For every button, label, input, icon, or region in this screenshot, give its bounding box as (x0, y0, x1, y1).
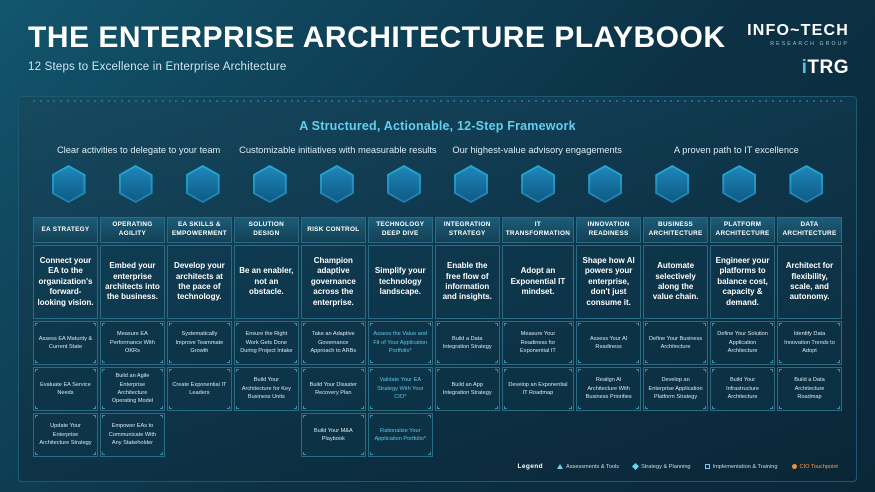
initiative-cell[interactable]: Identify Data Innovation Trends to Adopt (777, 321, 842, 365)
initiative-cell[interactable]: Develop an Enterprise Application Platform Strategy (643, 367, 708, 411)
triangle-icon (557, 464, 563, 469)
page-title: THE ENTERPRISE ARCHITECTURE PLAYBOOK (28, 21, 726, 54)
cell-corner-mark (294, 406, 297, 409)
cell-corner-mark (504, 360, 507, 363)
month-step-sep[interactable] (572, 165, 639, 209)
initiative-cell[interactable]: Build Your Architecture for Key Business Units (234, 367, 299, 411)
logo-itrg-rest: TRG (807, 57, 849, 78)
cell-corner-mark (102, 323, 105, 326)
framework-panel (18, 96, 857, 482)
column-statement: Engineer your platforms to balance cost, capacity & demand. (710, 245, 775, 319)
empty-cell (435, 413, 500, 457)
legend-item-1 (557, 464, 619, 470)
hexagon-icon (722, 165, 756, 203)
cell-corner-mark (712, 406, 715, 409)
cell-corner-mark (227, 406, 230, 409)
cell-corner-mark (303, 415, 306, 418)
cell-corner-mark (578, 323, 581, 326)
cell-corner-mark (303, 323, 306, 326)
column-statement: Architect for flexibility, scale, and autonomy. (777, 245, 842, 319)
month-step-nov[interactable] (706, 165, 773, 209)
cell-corner-mark (102, 415, 105, 418)
cell-corner-mark (102, 369, 105, 372)
column-statement: Adopt an Exponential IT mindset. (502, 245, 574, 319)
initiative-cell[interactable]: Realign AI Architecture With Business Priorities (576, 367, 641, 411)
cell-corner-mark (779, 323, 782, 326)
value-props-row (33, 145, 842, 155)
cell-corner-mark (636, 323, 639, 326)
cell-corner-mark (569, 323, 572, 326)
cell-corner-mark (837, 369, 840, 372)
cell-corner-mark (93, 360, 96, 363)
cell-corner-mark (370, 360, 373, 363)
cell-corner-mark (437, 406, 440, 409)
cell-corner-mark (93, 323, 96, 326)
cell-corner-mark (35, 452, 38, 455)
initiative-cell[interactable]: Create Exponential IT Leaders (167, 367, 232, 411)
hexagon-inner (121, 167, 151, 201)
cell-corner-mark (645, 323, 648, 326)
hexagon-inner (791, 167, 821, 201)
hexagon-inner (255, 167, 285, 201)
cell-corner-mark (35, 406, 38, 409)
empty-cell (643, 413, 708, 457)
month-step-jul[interactable] (437, 165, 504, 209)
cell-corner-mark (779, 406, 782, 409)
cell-corner-mark (35, 323, 38, 326)
cell-corner-mark (428, 323, 431, 326)
hexagon-icon (320, 165, 354, 203)
initiative-cell[interactable]: Evaluate EA Service Needs (33, 367, 98, 411)
initiative-cell[interactable]: Update Your Enterprise Architecture Strategy (33, 413, 98, 457)
initiative-cell[interactable]: Rationalize Your Application Portfolio* (368, 413, 433, 457)
cell-corner-mark (227, 369, 230, 372)
cell-corner-mark (495, 360, 498, 363)
cell-corner-mark (294, 369, 297, 372)
column-header: EA SKILLS & EMPOWERMENT (167, 217, 232, 243)
logo-itrg (747, 57, 849, 79)
cell-corner-mark (169, 323, 172, 326)
cell-corner-mark (361, 415, 364, 418)
cell-corner-mark (712, 369, 715, 372)
cell-corner-mark (169, 406, 172, 409)
hexagon-icon (52, 165, 86, 203)
cell-corner-mark (703, 360, 706, 363)
hexagon-inner (590, 167, 620, 201)
initiative-cell[interactable]: Measure EA Performance With OKRs (100, 321, 165, 365)
hexagon-inner (523, 167, 553, 201)
cell-corner-mark (703, 323, 706, 326)
cell-corner-mark (370, 452, 373, 455)
empty-cell (502, 413, 574, 457)
cell-corner-mark (35, 369, 38, 372)
cell-corner-mark (361, 323, 364, 326)
initiative-cell[interactable]: Validate Your EA Strategy With Your CIO* (368, 367, 433, 411)
month-step-dec[interactable] (773, 165, 840, 209)
cell-corner-mark (361, 452, 364, 455)
cell-corner-mark (437, 323, 440, 326)
empty-cell (234, 413, 299, 457)
cell-corner-mark (770, 360, 773, 363)
cell-corner-mark (645, 406, 648, 409)
cell-corner-mark (712, 360, 715, 363)
cell-corner-mark (645, 369, 648, 372)
initiative-cell[interactable]: Build Your M&A Playbook (301, 413, 366, 457)
cell-corner-mark (636, 406, 639, 409)
cell-corner-mark (495, 323, 498, 326)
column-statement: Automate selectively along the value chain. (643, 245, 708, 319)
initiative-cell[interactable]: Define Your Business Architecture (643, 321, 708, 365)
panel-dot-rule (33, 100, 842, 104)
hexagon-icon (186, 165, 220, 203)
cell-corner-mark (578, 406, 581, 409)
hexagon-icon (119, 165, 153, 203)
initiative-cell[interactable]: Build a Data Integration Strategy (435, 321, 500, 365)
cell-corner-mark (703, 369, 706, 372)
cell-corner-mark (636, 360, 639, 363)
hexagon-inner (456, 167, 486, 201)
initiative-cell[interactable]: Develop an Exponential IT Roadmap (502, 367, 574, 411)
initiative-cell[interactable]: Build an App Integration Strategy (435, 367, 500, 411)
diamond-icon (632, 463, 639, 470)
initiative-cell[interactable]: Build an Agile Enterprise Architecture Operating Model (100, 367, 165, 411)
cell-corner-mark (227, 323, 230, 326)
hexagon-icon (387, 165, 421, 203)
initiative-cell[interactable]: Systematically Improve Teammate Growth (167, 321, 232, 365)
value-prop-4: A proven path to IT excellence (673, 145, 799, 155)
column-statement: Enable the free flow of information and insights. (435, 245, 500, 319)
cell-corner-mark (227, 360, 230, 363)
cell-corner-mark (636, 369, 639, 372)
column-statement: Develop your architects at the pace of technology. (167, 245, 232, 319)
cell-corner-mark (160, 452, 163, 455)
hexagon-inner (54, 167, 84, 201)
initiative-cell[interactable]: Assess Your AI Readiness (576, 321, 641, 365)
hexagon-icon (789, 165, 823, 203)
hexagon-icon (655, 165, 689, 203)
value-prop-1: Clear activities to delegate to your team (56, 145, 221, 155)
column-header: OPERATING AGILITY (100, 217, 165, 243)
empty-cell (576, 413, 641, 457)
logo-infotech-text: INFO~TECH (747, 22, 849, 39)
cell-corner-mark (169, 369, 172, 372)
hexagon-inner (389, 167, 419, 201)
cell-corner-mark (35, 360, 38, 363)
page-subtitle: 12 Steps to Excellence in Enterprise Architecture (28, 60, 287, 73)
hexagon-inner (724, 167, 754, 201)
cell-corner-mark (428, 415, 431, 418)
column-statement: Embed your enterprise architects into the business. (100, 245, 165, 319)
cell-corner-mark (236, 323, 239, 326)
cell-corner-mark (370, 406, 373, 409)
dot-icon (792, 464, 797, 469)
legend-title: Legend (517, 463, 544, 470)
cell-corner-mark (569, 369, 572, 372)
cell-corner-mark (294, 360, 297, 363)
initiative-cell[interactable]: Build Your Infrastructure Architecture (710, 367, 775, 411)
cell-corner-mark (160, 360, 163, 363)
month-hex-row (33, 165, 842, 209)
cell-corner-mark (770, 369, 773, 372)
cell-corner-mark (495, 406, 498, 409)
cell-corner-mark (837, 360, 840, 363)
hexagon-icon (454, 165, 488, 203)
legend-label: Implementation & Training (712, 463, 778, 470)
hexagon-icon (588, 165, 622, 203)
column-header: INTEGRATION STRATEGY (435, 217, 500, 243)
month-step-feb[interactable] (102, 165, 169, 209)
cell-corner-mark (437, 360, 440, 363)
hexagon-icon (253, 165, 287, 203)
initiative-cell[interactable]: Define Your Solution Application Architecture (710, 321, 775, 365)
cell-corner-mark (361, 369, 364, 372)
month-step-apr[interactable] (236, 165, 303, 209)
column-header: EA STRATEGY (33, 217, 98, 243)
cell-corner-mark (102, 360, 105, 363)
cell-corner-mark (303, 406, 306, 409)
empty-cell (167, 413, 232, 457)
month-step-jun[interactable] (370, 165, 437, 209)
brand-logo (747, 22, 849, 79)
cell-corner-mark (569, 360, 572, 363)
legend-item-3 (705, 464, 778, 470)
initiative-cell[interactable]: Empower EAs to Communicate With Any Stakeholder (100, 413, 165, 457)
cell-corner-mark (370, 415, 373, 418)
legend-label: Assessments & Tools (566, 463, 620, 470)
column-statement: Simplify your technology landscape. (368, 245, 433, 319)
cell-corner-mark (428, 406, 431, 409)
hexagon-inner (657, 167, 687, 201)
cell-corner-mark (236, 406, 239, 409)
cell-corner-mark (160, 369, 163, 372)
initiative-cell[interactable]: Assess EA Maturity & Current State (33, 321, 98, 365)
cell-corner-mark (837, 406, 840, 409)
cell-corner-mark (837, 323, 840, 326)
initiative-cell[interactable]: Assess the Value and Fit of Your Application Portfolio* (368, 321, 433, 365)
month-step-mar[interactable] (169, 165, 236, 209)
square-icon (705, 464, 710, 469)
cell-corner-mark (303, 452, 306, 455)
cell-corner-mark (102, 406, 105, 409)
initiative-cell[interactable]: Measure Your Readiness for Exponential IT (502, 321, 574, 365)
logo-itrg-i: i (801, 57, 808, 78)
legend-label: Strategy & Planning (641, 463, 691, 470)
cell-corner-mark (428, 360, 431, 363)
cell-corner-mark (303, 369, 306, 372)
cell-corner-mark (770, 323, 773, 326)
logo-research-group-text: RESEARCH GROUP (770, 41, 849, 47)
initiative-cell[interactable]: Build a Data Architecture Roadmap (777, 367, 842, 411)
cell-corner-mark (578, 369, 581, 372)
cell-corner-mark (504, 323, 507, 326)
column-statement: Be an enabler, not an obstacle. (234, 245, 299, 319)
legend (33, 463, 842, 470)
legend-item-2 (633, 464, 690, 470)
empty-cell (777, 413, 842, 457)
cell-corner-mark (569, 406, 572, 409)
column-header: DATA ARCHITECTURE (777, 217, 842, 243)
cell-corner-mark (93, 415, 96, 418)
cell-corner-mark (712, 323, 715, 326)
cell-corner-mark (703, 406, 706, 409)
page-header (0, 0, 875, 92)
month-step-jan[interactable] (35, 165, 102, 209)
column-header: TECHNOLOGY DEEP DIVE (368, 217, 433, 243)
month-step-aug[interactable] (505, 165, 572, 209)
cell-corner-mark (645, 360, 648, 363)
cell-corner-mark (370, 323, 373, 326)
column-header: IT TRANSFORMATION (502, 217, 574, 243)
hexagon-icon (521, 165, 555, 203)
cell-corner-mark (93, 452, 96, 455)
column-statement: Connect your EA to the organization's forward-looking vision. (33, 245, 98, 319)
cell-corner-mark (578, 360, 581, 363)
initiative-cell[interactable]: Ensure the Right Work Gets Done During Project Intake (234, 321, 299, 365)
cell-corner-mark (437, 369, 440, 372)
initiative-cell[interactable]: Build Your Disaster Recovery Plan (301, 367, 366, 411)
hexagon-inner (188, 167, 218, 201)
cell-corner-mark (495, 369, 498, 372)
column-header: INNOVATION READINESS (576, 217, 641, 243)
cell-corner-mark (93, 406, 96, 409)
value-prop-3: Our highest-value advisory engagements (452, 145, 622, 155)
column-header: PLATFORM ARCHITECTURE (710, 217, 775, 243)
framework-title: A Structured, Actionable, 12-Step Framework (299, 119, 576, 133)
initiative-cell[interactable]: Take an Adaptive Governance Approach to ARBs (301, 321, 366, 365)
cell-corner-mark (428, 369, 431, 372)
legend-item-4 (792, 464, 838, 470)
cell-corner-mark (779, 369, 782, 372)
cell-corner-mark (169, 360, 172, 363)
cell-corner-mark (35, 415, 38, 418)
cell-corner-mark (236, 360, 239, 363)
cell-corner-mark (361, 406, 364, 409)
legend-label: CIO Touchpoint (799, 463, 838, 470)
cell-corner-mark (236, 369, 239, 372)
column-statement: Champion adaptive governance across the enterprise. (301, 245, 366, 319)
empty-cell (710, 413, 775, 457)
month-step-oct[interactable] (639, 165, 706, 209)
column-header: BUSINESS ARCHITECTURE (643, 217, 708, 243)
cell-corner-mark (93, 369, 96, 372)
month-step-may[interactable] (303, 165, 370, 209)
cell-corner-mark (160, 406, 163, 409)
cell-corner-mark (294, 323, 297, 326)
cell-corner-mark (102, 452, 105, 455)
cell-corner-mark (160, 415, 163, 418)
column-header: RISK CONTROL (301, 217, 366, 243)
cell-corner-mark (779, 360, 782, 363)
cell-corner-mark (504, 406, 507, 409)
cell-corner-mark (303, 360, 306, 363)
hexagon-inner (322, 167, 352, 201)
cell-corner-mark (770, 406, 773, 409)
framework-grid (33, 217, 842, 457)
cell-corner-mark (504, 369, 507, 372)
cell-corner-mark (361, 360, 364, 363)
cell-corner-mark (370, 369, 373, 372)
cell-corner-mark (428, 452, 431, 455)
cell-corner-mark (160, 323, 163, 326)
value-prop-2: Customizable initiatives with measurable results (239, 145, 437, 155)
column-statement: Shape how AI powers your enterprise, don't just consume it. (576, 245, 641, 319)
column-header: SOLUTION DESIGN (234, 217, 299, 243)
